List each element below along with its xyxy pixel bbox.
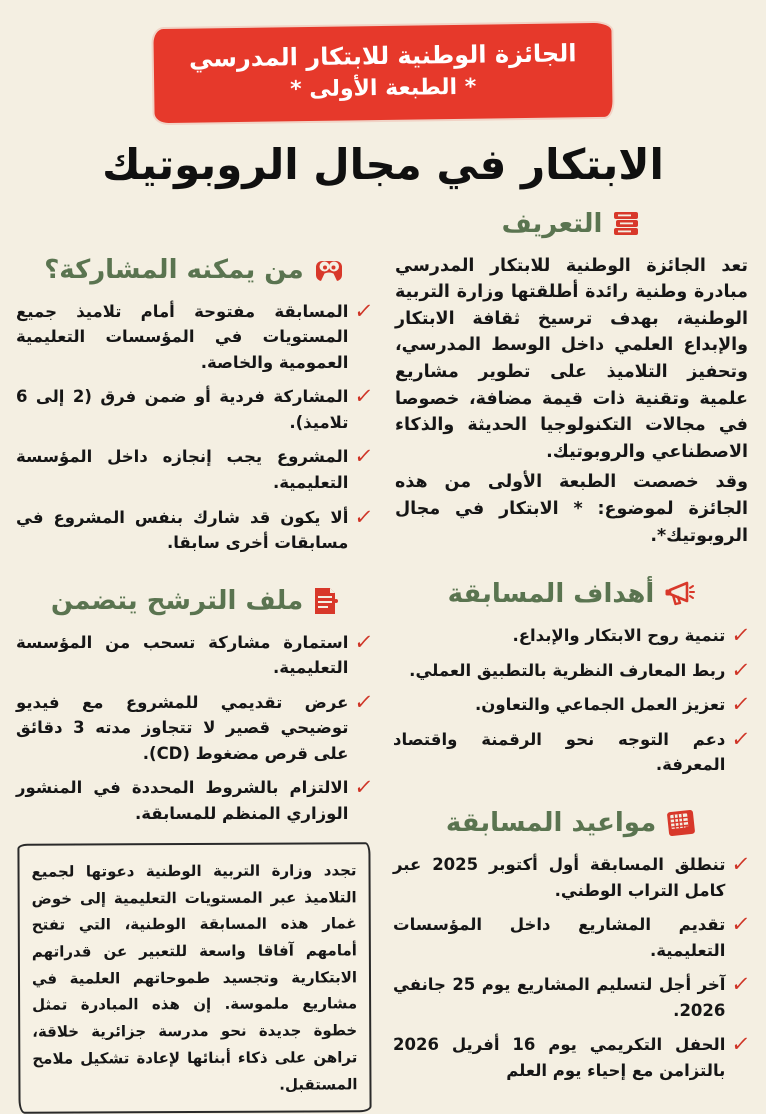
banner-title: الجائزة الوطنية للابتكار المدرسي	[188, 39, 577, 73]
list-item: ✓ ربط المعارف النظرية بالتطبيق العملي.	[409, 657, 753, 682]
list-item: ✓ تقديم المشاريع داخل المؤسسات التعليمية.	[393, 912, 753, 960]
check-icon: ✓	[353, 298, 376, 323]
list-item: ✓ آخر أجل لتسليم المشاريع يوم 25 جانفي 2026.	[393, 972, 753, 1020]
check-icon: ✓	[730, 912, 753, 937]
check-icon: ✓	[730, 972, 753, 997]
definition-paragraph: وقد خصصت الطبعة الأولى من هذه الجائزة لموضوع: * الابتكار في مجال الروبوتيك*.	[395, 472, 748, 546]
check-icon: ✓	[730, 1032, 753, 1057]
section-dates-heading	[393, 808, 750, 838]
banner	[153, 23, 612, 123]
document-icon	[312, 586, 338, 616]
column-right	[393, 208, 753, 1113]
check-icon: ✓	[730, 726, 753, 751]
section-title: مواعيد المسابقة	[445, 807, 657, 838]
section-title: أهداف المسابقة	[447, 579, 655, 610]
section-definition-heading	[393, 209, 750, 239]
list-item: ✓ المشروع يجب إنجازه داخل المؤسسة التعليمية.	[16, 444, 376, 492]
check-icon: ✓	[353, 629, 376, 654]
check-icon: ✓	[353, 689, 376, 714]
closing-note-text: تجدد وزارة التربية الوطنية دعوتها لجميع التلاميذ عبر المستويات التعليمية إلى خوض غمار هذه المسابقة الوطنية، التي تفتح أمامهم آفاقا واسعة للتعبير عن قدراتهم الابتكارية وتجسيد طموحاتهم العلمية في مشاريع ملموسة. إن هذه المبادرة تمثل خطوة جديدة نحو مدرسة جزائرية خلاقة، تراهن على ذكاء أبنائها لإعادة تشكيل ملامح المستقبل.	[31, 860, 358, 1093]
check-icon: ✓	[730, 657, 753, 682]
section-title: من يمكنه المشاركة؟	[44, 254, 304, 285]
section-participation-heading	[16, 255, 373, 285]
list-item: ✓ المشاركة فردية أو ضمن فرق (2 إلى 6 تلاميذ).	[16, 384, 376, 432]
list-item: ✓ تعزيز العمل الجماعي والتعاون.	[475, 692, 753, 717]
check-icon: ✓	[353, 504, 376, 529]
column-left	[16, 209, 376, 1113]
section-title: التعريف	[501, 208, 603, 239]
closing-note-box	[17, 842, 371, 1114]
check-icon: ✓	[353, 444, 376, 469]
check-icon: ✓	[353, 775, 376, 800]
check-icon: ✓	[353, 384, 376, 409]
check-icon: ✓	[730, 623, 753, 648]
section-file-heading	[16, 586, 373, 616]
list-item: ✓ الحفل التكريمي يوم 16 أفريل 2026 بالتزامن مع إحياء يوم العلم	[393, 1032, 753, 1080]
megaphone-icon	[663, 579, 695, 609]
people-icon	[313, 255, 345, 285]
check-icon: ✓	[730, 851, 753, 876]
list-item: ✓ تنمية روح الابتكار والإبداع.	[512, 623, 753, 648]
list-item: ✓ الالتزام بالشروط المحددة في المنشور الوزاري المنظم للمسابقة.	[16, 775, 376, 824]
section-objectives-heading	[393, 579, 750, 609]
list-item: ✓ استمارة مشاركة تسحب من المؤسسة التعليمية.	[16, 629, 376, 678]
list-item: ✓ ألا يكون قد شارك بنفس المشروع في مسابقات أخرى سابقا.	[16, 504, 376, 553]
calendar-icon	[665, 808, 697, 838]
poster-page	[0, 26, 766, 1106]
list-item: ✓ المسابقة مفتوحة أمام تلاميذ جميع المستويات في المؤسسات التعليمية العمومية والخاصة.	[16, 298, 376, 372]
definition-paragraph: تعد الجائزة الوطنية للابتكار المدرسي مبادرة وطنية رائدة أطلقتها وزارة التربية الوطنية، بهدف ترسيخ ثقافة الابتكار والإبداع العلمي داخل الوسط المدرسي، وتحفيز التلاميذ على تطوير مشاريع علمية وتقنية ذات قيمة مضافة، خصوصا في مجالات التكنولوجيا الحديثة والذكاء الاصطناعي والروبوتيك.	[395, 255, 748, 462]
books-icon	[611, 209, 641, 239]
list-item: ✓ عرض تقديمي للمشروع مع فيديو توضيحي قصير لا تتجاوز مدته 3 دقائق على قرص مضغوط (CD).	[16, 689, 376, 763]
page-title: الابتكار في مجال الروبوتيك	[102, 139, 664, 189]
list-item: ✓ دعم التوجه نحو الرقمنة واقتصاد المعرفة.	[393, 726, 753, 775]
check-icon: ✓	[730, 692, 753, 717]
content-columns	[0, 195, 766, 1113]
list-item: ✓ تنطلق المسابقة أول أكتوبر 2025 عبر كامل التراب الوطني.	[393, 851, 753, 900]
section-title: ملف الترشح يتضمن	[50, 585, 304, 616]
banner-edition: * الطبعة الأولى *	[290, 74, 477, 103]
